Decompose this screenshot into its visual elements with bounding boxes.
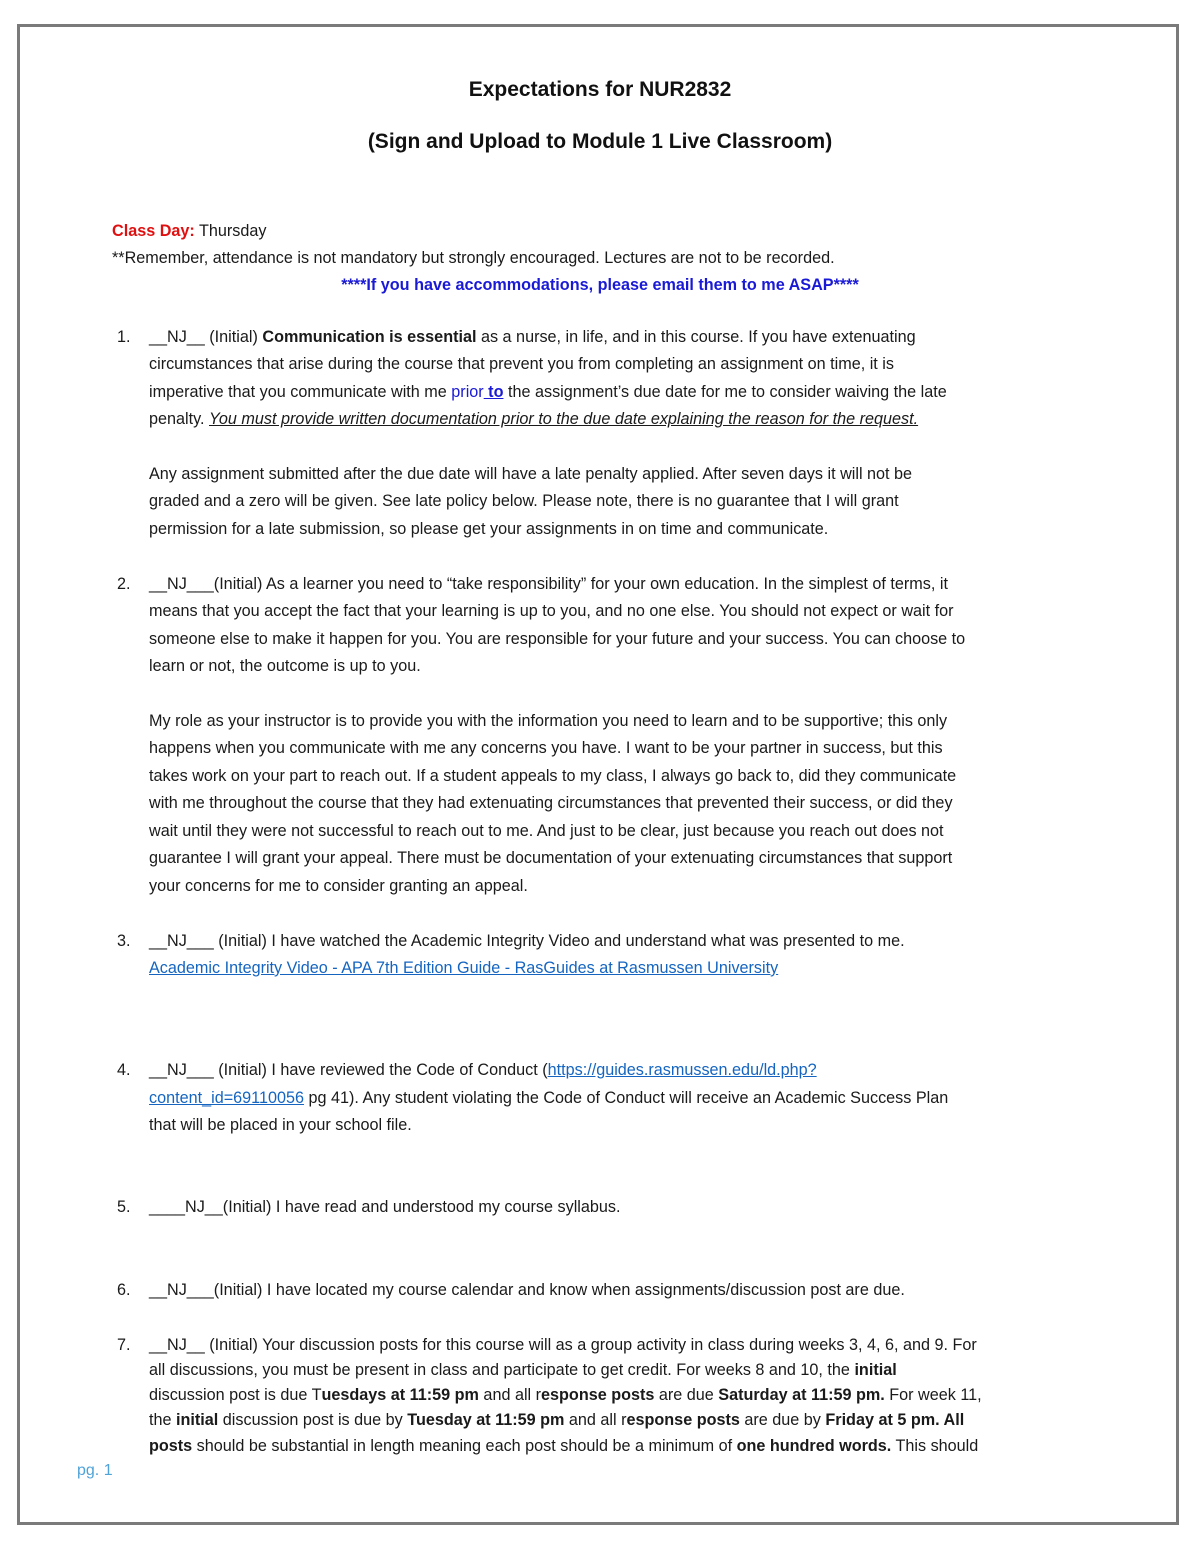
text: This should [891, 1437, 979, 1455]
item-3-line-1: __NJ___ (Initial) I have watched the Academic Integrity Video and understand what was presented to me. [149, 932, 905, 950]
class-day-line [112, 220, 266, 242]
attendance-note: **Remember, attendance is not mandatory but strongly encouraged. Lectures are not to be recorded. [112, 249, 835, 267]
text: and all r [564, 1411, 627, 1429]
item-1-para-2-line-3: permission for a late submission, so please get your assignments in on time and communicate. [149, 520, 829, 538]
text-blue-bold: to [483, 383, 504, 401]
item-number: 2. [117, 575, 131, 593]
item-1-para-2-line-2: graded and a zero will be given. See late policy below. Please note, there is no guarantee that I will grant [149, 492, 899, 510]
text: __NJ___ (Initial) I have reviewed the Code of Conduct ( [149, 1061, 548, 1079]
class-day-label: Class Day: [112, 222, 195, 240]
item-2-para-2-line-1: My role as your instructor is to provide you with the information you need to learn and to be supportive; this only [149, 712, 948, 730]
item-7-line-5 [149, 1435, 978, 1457]
text-bold: initial [176, 1411, 219, 1429]
item-7-line-4 [149, 1409, 964, 1431]
item-6-line-1: __NJ___(Initial) I have located my course calendar and know when assignments/discussion post are due. [149, 1281, 905, 1299]
page-number: pg. 1 [77, 1462, 113, 1479]
item-number: 4. [117, 1061, 131, 1079]
text: are due [654, 1386, 719, 1404]
item-number: 3. [117, 932, 131, 950]
text-bold: Tuesday at 11:59 pm [407, 1411, 565, 1429]
item-1-line-1 [149, 326, 916, 348]
item-1-line-2: circumstances that arise during the course that prevent you from completing an assignment on time, it is [149, 355, 894, 373]
item-4-line-1 [149, 1059, 817, 1081]
item-7-line-3 [149, 1384, 982, 1406]
item-number: 7. [117, 1336, 131, 1354]
item-4-line-3: that will be placed in your school file. [149, 1116, 412, 1134]
code-of-conduct-link[interactable]: https://guides.rasmussen.edu/ld.php? [547, 1061, 817, 1079]
item-2-line-3: someone else to make it happen for you. You are responsible for your future and your success. You can choose to [149, 630, 966, 648]
text: should be substantial in length meaning each post should be a minimum of [192, 1437, 737, 1455]
item-4-line-2 [149, 1087, 948, 1109]
item-2-para-2-line-5: wait until they were not successful to reach out to me. And just to be clear, just because you reach out does not [149, 822, 944, 840]
text: pg 41). Any student violating the Code of Conduct will receive an Academic Success Plan [303, 1089, 949, 1107]
item-7-line-2 [149, 1359, 897, 1381]
item-2-para-2-line-2: happens when you communicate with me any concerns you have. I want to be your partner in success, but this [149, 739, 943, 757]
item-2-line-2: means that you accept the fact that your learning is up to you, and no one else. You should not expect or wait for [149, 602, 954, 620]
item-2-para-2-line-7: your concerns for me to consider granting an appeal. [149, 877, 528, 895]
text: the assignment’s due date for me to consider waiving the late [503, 383, 947, 401]
text: and all r [478, 1386, 542, 1404]
item-2-para-2-line-3: takes work on your part to reach out. If a student appeals to my class, I always go back to, did they communicate [149, 767, 957, 785]
item-2-line-4: learn or not, the outcome is up to you. [149, 657, 421, 675]
item-2-line-1: __NJ___(Initial) As a learner you need to “take responsibility” for your own education. In the simplest of terms, it [149, 575, 948, 593]
item-1-line-4 [149, 408, 918, 430]
text-italic-underline: You must provide written documentation prior to the due date explaining the reason for the request. [209, 410, 919, 428]
text-blue: prior [451, 383, 484, 401]
text: discussion post is due by [218, 1411, 408, 1429]
text-bold: uesdays at 11:59 pm [321, 1386, 479, 1404]
text: __NJ__ (Initial) [149, 328, 263, 346]
text-bold: esponse posts [626, 1411, 740, 1429]
item-2-para-2-line-4: with me throughout the course that they had extenuating circumstances that prevented their success, or did they [149, 794, 953, 812]
class-day-value: Thursday [199, 222, 267, 240]
text: the [149, 1411, 177, 1429]
text-bold: posts [149, 1437, 193, 1455]
text: penalty. [149, 410, 209, 428]
item-1-para-2-line-1: Any assignment submitted after the due date will have a late penalty applied. After seven days it will not be [149, 465, 913, 483]
text: imperative that you communicate with me [149, 383, 452, 401]
item-5-line-1: ____NJ__(Initial) I have read and understood my course syllabus. [149, 1198, 621, 1216]
text-bold: Communication is essential [262, 328, 477, 346]
text: For week 11, [884, 1386, 982, 1404]
item-2-para-2-line-6: guarantee I will grant your appeal. There must be documentation of your extenuating circumstances that support [149, 849, 953, 867]
page-subtitle: (Sign and Upload to Module 1 Live Classroom) [367, 130, 833, 153]
text: all discussions, you must be present in class and participate to get credit. For weeks 8 and 10, the [149, 1361, 855, 1379]
page-title: Expectations for NUR2832 [468, 78, 732, 101]
text-bold: esponse posts [541, 1386, 655, 1404]
text-bold: initial [854, 1361, 897, 1379]
academic-integrity-video-link[interactable]: Academic Integrity Video - APA 7th Edition Guide - RasGuides at Rasmussen University [149, 959, 779, 977]
text: as a nurse, in life, and in this course. If you have extenuating [476, 328, 916, 346]
text-bold: All [939, 1411, 965, 1429]
code-of-conduct-link-cont[interactable]: content_id=69110056 [149, 1089, 304, 1107]
item-number: 6. [117, 1281, 131, 1299]
text: discussion post is due T [149, 1386, 322, 1404]
item-1-line-3 [149, 381, 947, 403]
text: are due by [739, 1411, 826, 1429]
text-bold: Saturday at 11:59 pm. [718, 1386, 885, 1404]
text-bold: Friday at 5 pm. [825, 1411, 940, 1429]
text-bold: one hundred words. [736, 1437, 892, 1455]
item-7-line-1: __NJ__ (Initial) Your discussion posts for this course will as a group activity in class during weeks 3, 4, 6, and 9. For [149, 1336, 977, 1354]
item-number: 1. [117, 328, 131, 346]
item-number: 5. [117, 1198, 131, 1216]
accommodations-note: ****If you have accommodations, please email them to me ASAP**** [341, 276, 859, 294]
